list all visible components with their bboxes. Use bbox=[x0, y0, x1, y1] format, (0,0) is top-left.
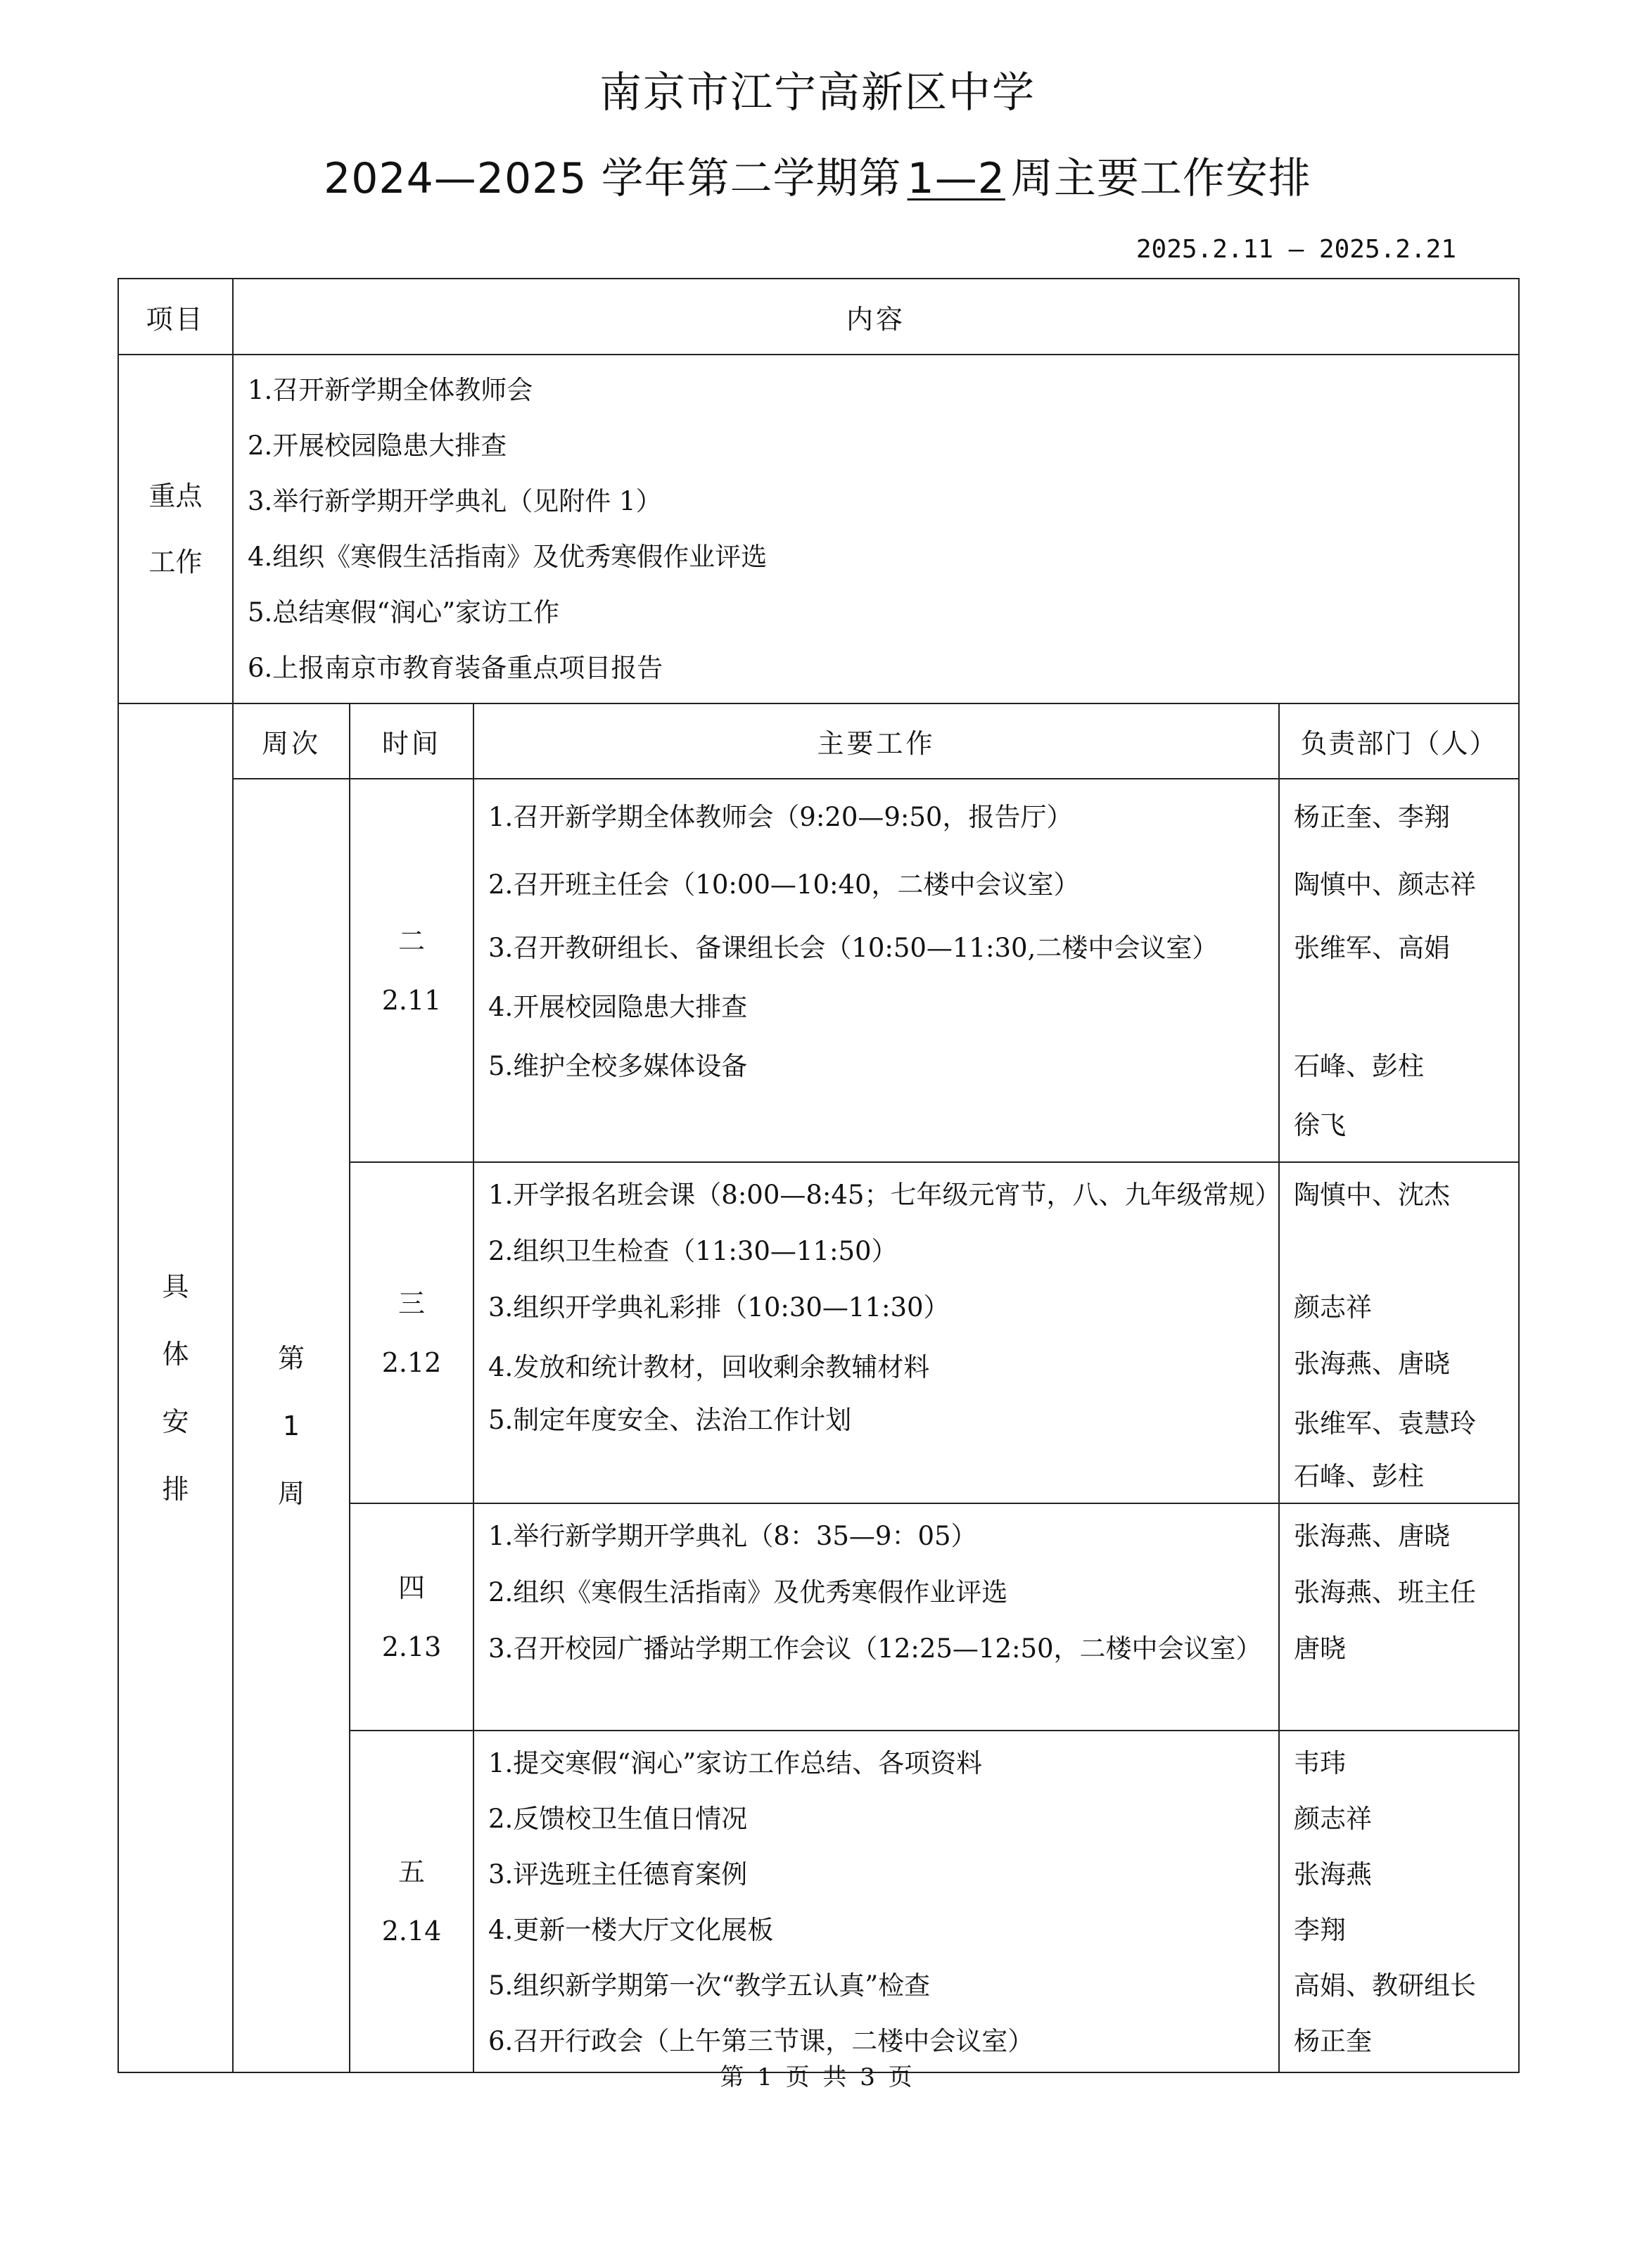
owner-item: 高娟、教研组长 bbox=[1294, 1970, 1476, 2001]
task-item: 1.提交寒假“润心”家访工作总结、各项资料 bbox=[488, 1748, 983, 1778]
sub-header-time: 时间 bbox=[350, 703, 473, 779]
key-work-item: 2.开展校园隐患大排查 bbox=[248, 431, 507, 461]
key-work-label bbox=[118, 355, 233, 703]
day-cell-tuesday bbox=[350, 779, 473, 1162]
task-item: 2.组织《寒假生活指南》及优秀寒假作业评选 bbox=[488, 1577, 1008, 1607]
task-item: 3.评选班主任德育案例 bbox=[488, 1859, 748, 1890]
plan-label-char: 体 bbox=[162, 1339, 189, 1370]
owner-item: 李翔 bbox=[1294, 1915, 1346, 1945]
title-suffix: 周主要工作安排 bbox=[1010, 154, 1311, 203]
day-cell-wednesday bbox=[350, 1162, 473, 1503]
owner-item: 张维军、袁慧玲 bbox=[1294, 1408, 1476, 1439]
tasks-cell bbox=[473, 1731, 1279, 2072]
date: 2.13 bbox=[381, 1631, 442, 1662]
owner-item: 张海燕、班主任 bbox=[1294, 1577, 1476, 1607]
owner-item: 颜志祥 bbox=[1294, 1804, 1372, 1834]
title-prefix: 2024—2025 学年第二学期第 bbox=[324, 154, 902, 203]
key-work-label-2: 工作 bbox=[148, 547, 203, 578]
key-work-item: 4.组织《寒假生活指南》及优秀寒假作业评选 bbox=[248, 542, 768, 572]
key-work-item: 6.上报南京市教育装备重点项目报告 bbox=[248, 653, 663, 683]
tasks-cell bbox=[473, 779, 1279, 1162]
key-work-item: 1.召开新学期全体教师会 bbox=[248, 375, 533, 405]
key-work-item: 3.举行新学期开学典礼（见附件 1） bbox=[248, 486, 662, 516]
day-cell-friday bbox=[350, 1731, 473, 2072]
owner-item: 张海燕、唐晓 bbox=[1294, 1349, 1450, 1379]
owner-item: 韦玮 bbox=[1294, 1748, 1346, 1778]
plan-label-char: 安 bbox=[162, 1406, 189, 1437]
week-label-char: 第 bbox=[277, 1342, 305, 1374]
owner-item: 陶慎中、颜志祥 bbox=[1294, 869, 1476, 900]
owner-item: 石峰、彭柱 bbox=[1294, 1461, 1424, 1491]
task-item: 4.更新一楼大厅文化展板 bbox=[488, 1915, 774, 1945]
owner-item: 陶慎中、沈杰 bbox=[1294, 1180, 1450, 1210]
date: 2.12 bbox=[381, 1346, 442, 1378]
owner-item: 张海燕、唐晓 bbox=[1294, 1521, 1450, 1551]
column-header-item: 项目 bbox=[118, 279, 233, 355]
owner-item: 唐晓 bbox=[1294, 1633, 1346, 1664]
owner-item: 徐飞 bbox=[1294, 1110, 1346, 1140]
weekday: 二 bbox=[397, 925, 425, 957]
schedule-table bbox=[117, 278, 1520, 2073]
owner-item: 石峰、彭柱 bbox=[1294, 1051, 1424, 1081]
column-header-content: 内容 bbox=[233, 279, 1519, 355]
task-item: 2.反馈校卫生值日情况 bbox=[488, 1804, 748, 1834]
key-work-label-1: 重点 bbox=[148, 480, 203, 511]
task-item: 3.召开校园广播站学期工作会议（12:25—12:50，二楼中会议室） bbox=[488, 1633, 1262, 1664]
date-range: 2025.2.11 — 2025.2.21 bbox=[1135, 235, 1456, 264]
task-item: 1.举行新学期开学典礼（8：35—9：05） bbox=[488, 1521, 977, 1551]
task-item: 4.开展校园隐患大排查 bbox=[488, 992, 748, 1022]
plan-label-char: 具 bbox=[162, 1271, 189, 1302]
owner-item: 张维军、高娟 bbox=[1294, 933, 1450, 963]
document-title bbox=[0, 151, 1635, 207]
plan-label-char: 排 bbox=[162, 1474, 189, 1505]
task-item: 6.召开行政会（上午第三节课，二楼中会议室） bbox=[488, 2026, 1034, 2056]
sub-header-week: 周次 bbox=[233, 703, 350, 779]
owner-item: 杨正奎 bbox=[1294, 2026, 1372, 2056]
task-item: 4.发放和统计教材，回收剩余教辅材料 bbox=[488, 1352, 930, 1382]
week-label bbox=[233, 779, 350, 2072]
owners-cell bbox=[1279, 1162, 1519, 1503]
tasks-cell bbox=[473, 1162, 1279, 1503]
owners-cell bbox=[1279, 1503, 1519, 1731]
date: 2.14 bbox=[381, 1916, 442, 1947]
weekday: 三 bbox=[397, 1287, 425, 1319]
weekday: 五 bbox=[397, 1856, 425, 1887]
task-item: 2.组织卫生检查（11:30—11:50） bbox=[488, 1236, 898, 1266]
school-name: 南京市江宁高新区中学 bbox=[599, 68, 1036, 117]
tasks-cell bbox=[473, 1503, 1279, 1731]
week-label-char: 1 bbox=[282, 1410, 300, 1441]
task-item: 5.组织新学期第一次“教学五认真”检查 bbox=[488, 1970, 931, 2001]
task-item: 5.制定年度安全、法治工作计划 bbox=[488, 1405, 852, 1435]
sub-header-work: 主要工作 bbox=[473, 703, 1279, 779]
task-item: 1.召开新学期全体教师会（9:20—9:50，报告厅） bbox=[488, 802, 1073, 832]
weekday: 四 bbox=[397, 1572, 425, 1603]
task-item: 5.维护全校多媒体设备 bbox=[488, 1051, 748, 1081]
key-work-list bbox=[233, 355, 1519, 703]
owners-cell bbox=[1279, 1731, 1519, 2072]
sub-header-owner: 负责部门（人） bbox=[1279, 703, 1519, 779]
title-weeks: 1—2 bbox=[907, 154, 1005, 203]
key-work-item: 5.总结寒假“润心”家访工作 bbox=[248, 597, 560, 627]
owners-cell bbox=[1279, 779, 1519, 1162]
owner-item: 张海燕 bbox=[1294, 1859, 1372, 1890]
owner-item: 杨正奎、李翔 bbox=[1294, 802, 1450, 832]
task-item: 3.召开教研组长、备课组长会（10:50—11:30,二楼中会议室） bbox=[488, 933, 1219, 963]
day-cell-thursday bbox=[350, 1503, 473, 1731]
task-item: 2.召开班主任会（10:00—10:40，二楼中会议室） bbox=[488, 869, 1080, 900]
owner-item: 颜志祥 bbox=[1294, 1292, 1372, 1323]
task-item: 1.开学报名班会课（8:00—8:45；七年级元宵节，八、九年级常规） bbox=[488, 1180, 1281, 1210]
date: 2.11 bbox=[381, 984, 442, 1016]
page-footer: 第 1 页 共 3 页 bbox=[720, 2063, 915, 2091]
week-label-char: 周 bbox=[277, 1477, 305, 1509]
task-item: 3.组织开学典礼彩排（10:30—11:30） bbox=[488, 1292, 950, 1323]
detailed-plan-label bbox=[118, 703, 233, 2072]
